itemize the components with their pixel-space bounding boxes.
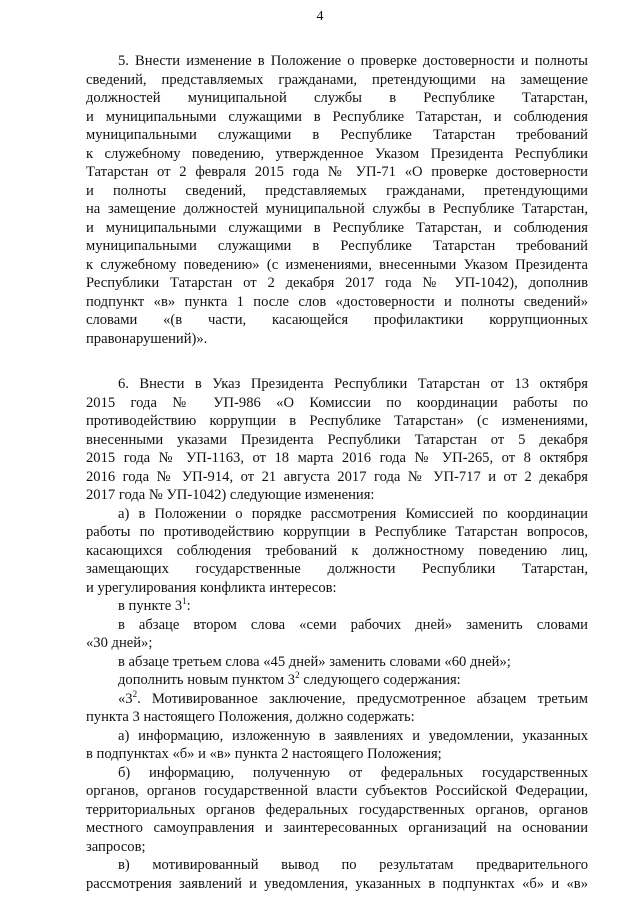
- text-line: словами «(в части, касающейся профилактики коррупционных: [86, 312, 588, 328]
- text-fragment: «3: [118, 690, 133, 707]
- text-line: 5. Внести изменение в Положение о проверке достоверности и полноты: [118, 53, 588, 69]
- paragraph-section-6: [86, 375, 588, 597]
- text-line: 2016 года № УП-914, от 21 августа 2017 года № УП-717 и от 2 декабря: [86, 468, 588, 485]
- document-body: [86, 52, 588, 893]
- paragraph-section-5: [86, 52, 588, 348]
- amendment-punkt-3-1: [86, 597, 588, 616]
- text-fragment: :: [186, 598, 191, 614]
- text-line: органов, органов государственной власти субъектов Российской Федерации,: [86, 783, 588, 799]
- text-line: в абзаце втором слова «семи рабочих дней» заменить словами: [118, 616, 588, 633]
- text-line: рассмотрения заявлений и уведомления, указанных в подпунктах «б» и «в»: [86, 875, 588, 892]
- text-line: замещающих государственные должности Республики Татарстан,: [86, 561, 588, 577]
- superscript: 1: [182, 596, 187, 607]
- text-line: а) в Положении о порядке рассмотрения Комиссией по координации: [118, 505, 588, 522]
- text-line: сведений, представляемых гражданами, претендующими на замещение: [86, 71, 588, 88]
- text-line: муниципальными служащими в Республике Татарстан требований: [86, 238, 588, 254]
- text-line: должностей муниципальной службы в Республике Татарстан,: [86, 90, 588, 106]
- text-line: пункта 3 настоящего Положения, должно содержать:: [86, 709, 415, 725]
- text-line: подпункт «в» пункта 1 после слов «достоверности и полноты сведений»: [86, 293, 588, 310]
- text-line: запросов;: [86, 838, 146, 855]
- text-line: муниципальными служащими в Республике Татарстан требований: [86, 127, 588, 143]
- text-line: работы по противодействию коррупции в Республике Татарстан вопросов,: [86, 524, 588, 540]
- text-line: и муниципальными служащими в Республике Татарстан, и соблюдения: [86, 219, 588, 236]
- text-line: и полноты сведений, представляемых гражданами, претендующими: [86, 182, 588, 199]
- text-line: внесенными указами Президента Республики Татарстан от 5 декабря: [86, 431, 588, 448]
- paragraph-gap: [86, 348, 588, 375]
- text-fragment: следующего содержания:: [299, 672, 461, 688]
- text-line: 2015 года № УП-1163, от 18 марта 2016 года № УП-265, от 8 октября: [86, 450, 588, 466]
- text-line: в) мотивированный вывод по результатам предварительного: [118, 857, 588, 873]
- text-line: в подпунктах «б» и «в» пункта 2 настоящего Положения;: [86, 746, 442, 762]
- text-line: и муниципальными служащими в Республике Татарстан, и соблюдения: [86, 108, 588, 125]
- text-line: б) информацию, полученную от федеральных государственных: [118, 764, 588, 781]
- text-line: правонарушений)».: [86, 330, 208, 347]
- text-line: 6. Внести в Указ Президента Республики Татарстан от 13 октября: [118, 376, 588, 392]
- text-line: касающихся соблюдения требований к должностному поведению лиц,: [86, 542, 588, 559]
- page-number: 4: [316, 9, 324, 24]
- text-line: на замещение должностей муниципальной службы в Республике Татарстан,: [86, 201, 588, 217]
- text-line: противодействию коррупции в Республике Татарстан» (с изменениями,: [86, 413, 588, 429]
- conclusion-contents-list: [86, 727, 588, 894]
- text-line: Республики Татарстан от 2 декабря 2017 года № УП-1042), дополнив: [86, 275, 588, 291]
- text-line: и урегулирования конфликта интересов:: [86, 579, 337, 596]
- text-line: к служебному поведению» (с изменениями, внесенными Указом Президента: [86, 256, 588, 273]
- text-fragment: дополнить новым пунктом 3: [118, 672, 296, 688]
- amendment-list: [86, 597, 588, 727]
- quoted-punkt-3-2: [86, 690, 588, 709]
- text-line: территориальных органов федеральных государственных органов, органов: [86, 801, 588, 818]
- amendment-new-punkt: [86, 671, 588, 690]
- text-line: к служебному поведению, утвержденное Указом Президента Республики: [86, 145, 588, 162]
- text-line: Татарстан от 2 февраля 2015 года № УП-71 «О проверке достоверности: [86, 164, 588, 180]
- text-line: в абзаце третьем слова «45 дней» заменить словами «60 дней»;: [118, 653, 511, 670]
- text-line: местного самоуправления и заинтересованных организаций на основании: [86, 820, 588, 836]
- superscript: 2: [295, 670, 300, 681]
- text-line: а) информацию, изложенную в заявлениях и уведомлении, указанных: [118, 727, 588, 744]
- text-fragment: . Мотивированное заключение, предусмотренное абзацем третьим: [137, 690, 588, 707]
- text-line: 2017 года № УП-1042) следующие изменения:: [86, 487, 375, 503]
- text-line: 2015 года № УП-986 «О Комиссии по координации работы по: [86, 394, 588, 411]
- superscript: 2: [132, 688, 138, 699]
- text-fragment: в пункте 3: [118, 598, 183, 614]
- text-line: «30 дней»;: [86, 635, 153, 651]
